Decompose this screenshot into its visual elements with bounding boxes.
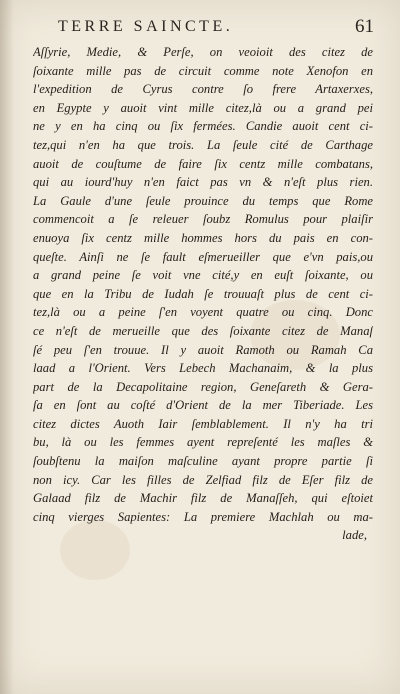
- text-line: bu, là ou les femmes ayent repreſenté les maſles &: [33, 435, 373, 450]
- text-line: que en la Tribu de Iudah ſe trouuaſt plus de cent ci-: [33, 286, 373, 301]
- text-line: en Egypte y auoit vint mille citez,là ou a grand pei: [33, 100, 373, 115]
- text-line: enuoya ſix centz mille hommes hors du pais en con-: [33, 230, 373, 245]
- text-line: part de la Decapolitaine region, Geneſareth & Gera-: [33, 379, 373, 394]
- text-line: ce n'eſt de merueille que des ſoixante citez de Manaſ: [33, 323, 373, 338]
- text-line: non icy. Car les filles de Zelfiad filz de Eſer filz de: [33, 472, 373, 487]
- text-line: commencoit a ſe releuer ſoubz Romulus pour plaiſir: [33, 212, 373, 227]
- text-line: l'expedition de Cyrus contre ſo frere Artaxerxes,: [33, 82, 373, 97]
- page-number: 61: [355, 16, 374, 37]
- text-line: auoit de couſtume de faire ſix centz mille combatans,: [33, 156, 373, 171]
- text-line: ſoubſtenu la maiſon maſculine ayant propre partie ſi: [33, 454, 373, 469]
- text-line: La Gaule d'une ſeule prouince du temps que Rome: [33, 193, 373, 208]
- text-line: citez dictes Auoth Iair ſemblablement. Il n'y ha tri: [33, 416, 373, 431]
- text-line: Galaad filz de Machir filz de Manaſſeh, qui eſtoiet: [33, 491, 373, 506]
- text-line: ſa en ſont au coſté d'Orient de la mer Tiberiade. Les: [33, 398, 373, 413]
- text-line: laad a l'Orient. Vers Lebech Machanaim, & la plus: [33, 361, 373, 376]
- text-line: Aſſyrie, Medie, & Perſe, on veoioit des citez de: [33, 45, 373, 59]
- text-line: a grand peine ſe voit vne cité,y en euſt ſoixante, ou: [33, 268, 373, 283]
- running-title: TERRE SAINCTE.: [58, 18, 234, 35]
- text-line: ſé peu ſ'en trouue. Il y auoit Ramoth ou Ramah Ca: [33, 342, 373, 357]
- catchword-line: lade,: [342, 528, 367, 543]
- text-line: ne y en ha cinq ou ſix fermées. Candie auoit cent ci-: [33, 119, 373, 134]
- text-line: cinq vierges Sapientes: La premiere Machlah ou ma-: [33, 509, 373, 524]
- text-line: tez,qui n'en ha que trois. La ſeule cité de Carthage: [33, 137, 373, 152]
- text-line: qui au iourd'huy n'en faict pas vn & n'eſt plus rien.: [33, 175, 373, 190]
- running-header: [58, 18, 374, 42]
- text-line: tez,là ou a peine ſ'en voyent quatre ou cinq. Donc: [33, 305, 373, 320]
- text-line: ſoixante mille pas de circuit comme note Xenofon en: [33, 63, 373, 78]
- text-line: queſte. Ainſi ne ſe fault eſmerueiller que e'vn pais,ou: [33, 249, 373, 264]
- body-text: [33, 43, 373, 545]
